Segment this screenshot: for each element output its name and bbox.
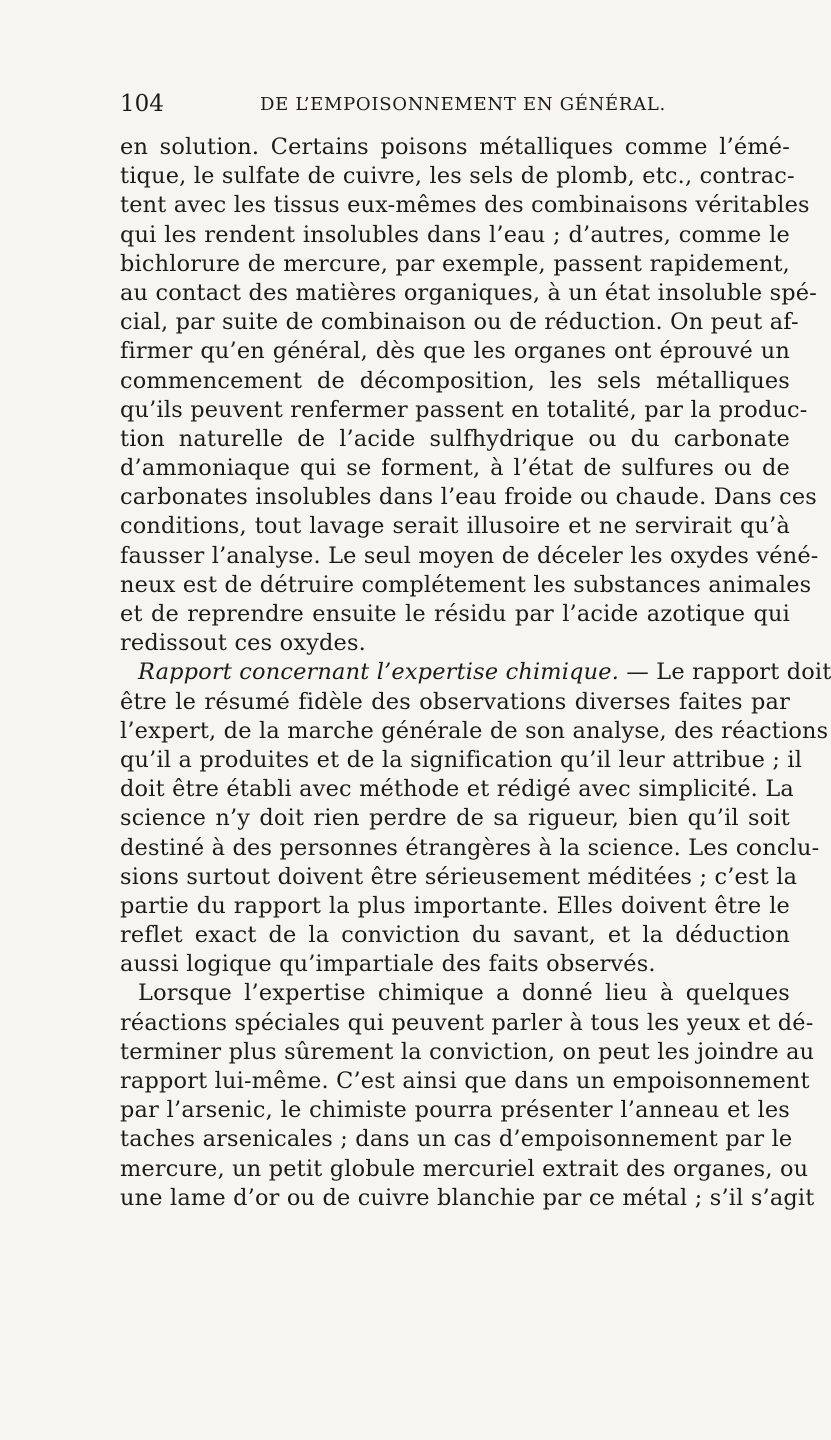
text-line: doit être établi avec méthode et rédigé avec simplicité. La bbox=[120, 776, 794, 803]
text-line: sions surtout doivent être sérieusement méditées ; c’est la bbox=[120, 863, 798, 890]
text-line: science n’y doit rien perdre de sa rigueur, bien qu’il soit bbox=[120, 805, 790, 832]
section-first-line-text: — Le rapport doit bbox=[619, 659, 831, 686]
text-line: commencement de décomposition, les sels métalliques bbox=[120, 367, 790, 394]
text-line: redissout ces oxydes. bbox=[120, 630, 366, 657]
text-line: tion naturelle de l’acide sulfhydrique ou du carbonate bbox=[120, 425, 790, 452]
section-first-line bbox=[120, 658, 831, 687]
running-title: DE L’EMPOISONNEMENT EN GÉNÉRAL. bbox=[260, 94, 666, 115]
text-line: être le résumé fidèle des observations diverses faites par bbox=[120, 688, 790, 715]
text-line: réactions spéciales qui peuvent parler à tous les yeux et dé- bbox=[120, 1009, 814, 1036]
text-line: terminer plus sûrement la conviction, on peut les joindre au bbox=[120, 1038, 815, 1065]
text-line: d’ammoniaque qui se forment, à l’état de sulfures ou de bbox=[120, 455, 790, 482]
text-line: taches arsenicales ; dans un cas d’empoisonnement par le bbox=[120, 1126, 793, 1153]
text-line: au contact des matières organiques, à un état insoluble spé- bbox=[120, 279, 818, 306]
text-line: une lame d’or ou de cuivre blanchie par ce métal ; s’il s’agit bbox=[120, 1184, 815, 1211]
body-text bbox=[120, 133, 831, 1213]
text-line: qu’ils peuvent renfermer passent en totalité, par la produc- bbox=[120, 396, 808, 423]
text-line: destiné à des personnes étrangères à la science. Les conclu- bbox=[120, 834, 820, 861]
text-line: bichlorure de mercure, par exemple, passent rapidement, bbox=[120, 250, 790, 277]
text-line: l’expert, de la marche générale de son analyse, des réactions bbox=[120, 717, 829, 744]
text-line: aussi logique qu’impartiale des faits observés. bbox=[120, 951, 656, 978]
page-number: 104 bbox=[120, 91, 164, 117]
text-line: partie du rapport la plus importante. Elles doivent être le bbox=[120, 892, 790, 919]
text-line: carbonates insolubles dans l’eau froide ou chaude. Dans ces bbox=[120, 484, 817, 511]
text-line: rapport lui-même. C’est ainsi que dans un empoisonnement bbox=[120, 1068, 810, 1094]
text-line: tent avec les tissus eux-mêmes des combinaisons véritables bbox=[120, 192, 810, 219]
text-line: reflet exact de la conviction du savant, et la déduction bbox=[120, 922, 790, 949]
text-line: qu’il a produites et de la signification qu’il leur attribue ; il bbox=[120, 746, 803, 773]
text-line: tique, le sulfate de cuivre, les sels de plomb, etc., contrac- bbox=[120, 163, 795, 190]
text-line: et de reprendre ensuite le résidu par l’acide azotique qui bbox=[120, 601, 790, 627]
text-line: conditions, tout lavage serait illusoire et ne servirait qu’à bbox=[120, 513, 790, 540]
text-line: neux est de détruire complétement les substances animales bbox=[120, 571, 812, 598]
page-header bbox=[120, 90, 790, 118]
text-line: cial, par suite de combinaison ou de réduction. On peut af- bbox=[120, 309, 799, 336]
text-line: fausser l’analyse. Le seul moyen de déceler les oxydes véné- bbox=[120, 542, 819, 569]
text-line: firmer qu’en général, dès que les organes ont éprouvé un bbox=[120, 338, 790, 365]
text-line: par l’arsenic, le chimiste pourra présenter l’anneau et les bbox=[120, 1097, 790, 1124]
text-line: mercure, un petit globule mercuriel extrait des organes, ou bbox=[120, 1155, 809, 1182]
section-heading: Rapport concernant l’expertise chimique. bbox=[138, 659, 620, 686]
text-line: qui les rendent insolubles dans l’eau ; d’autres, comme le bbox=[120, 221, 790, 248]
text-line: Lorsque l’expertise chimique a donné lieu à quelques bbox=[138, 980, 790, 1007]
text-line: en solution. Certains poisons métalliques comme l’émé- bbox=[120, 134, 790, 160]
